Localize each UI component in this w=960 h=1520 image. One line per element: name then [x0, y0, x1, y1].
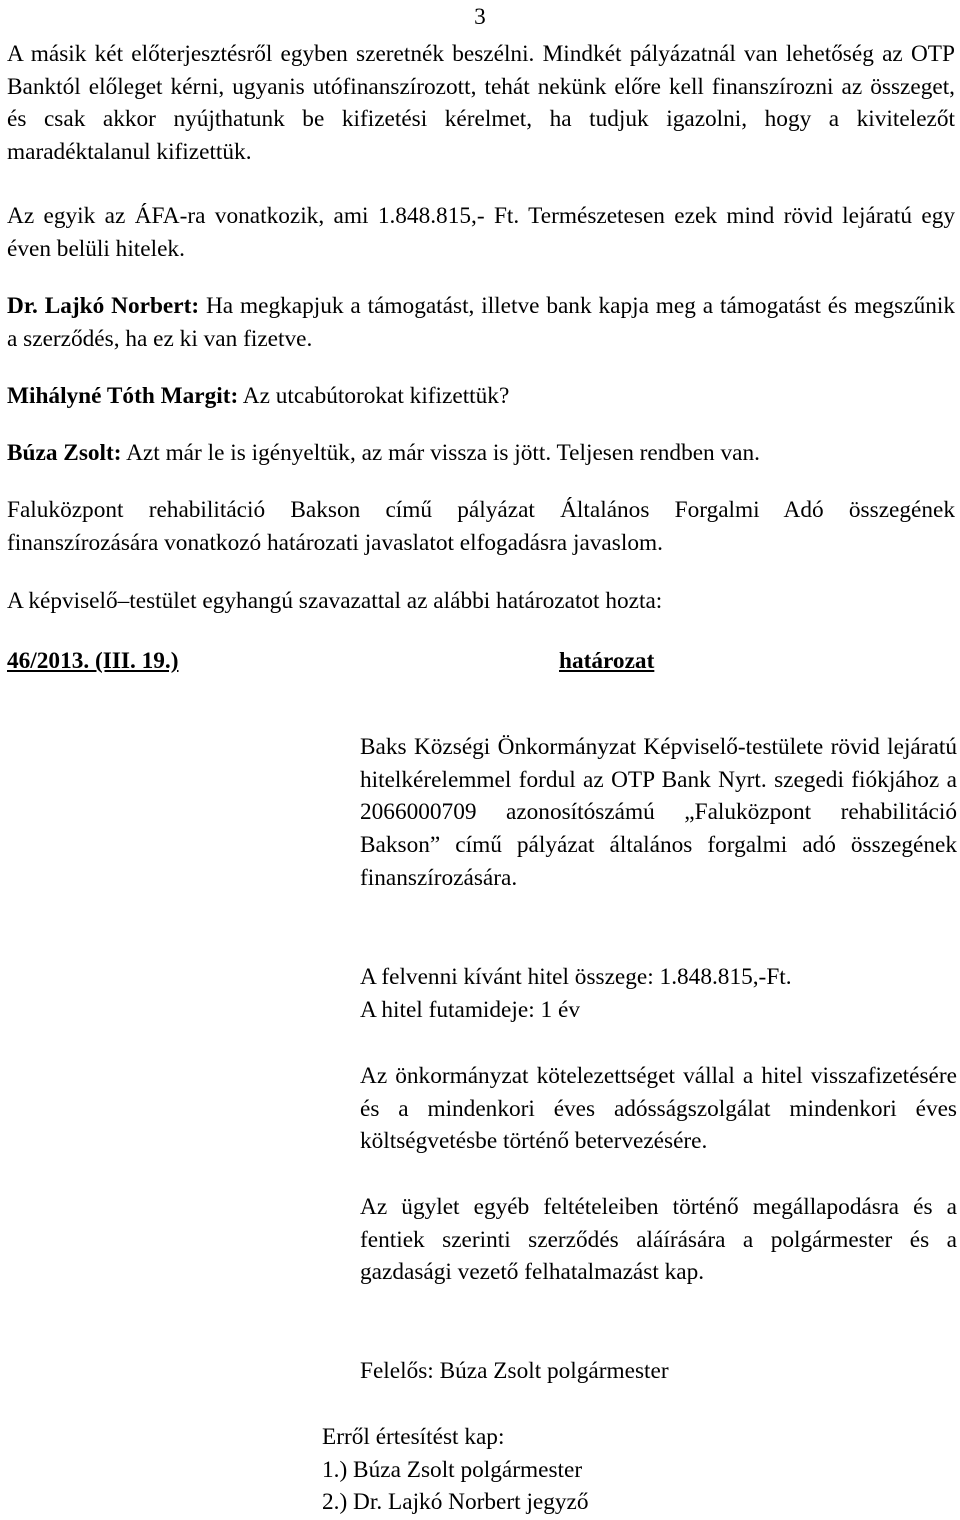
resolution-body-authorization: Az ügylet egyéb feltételeiben történő megállapodásra és a fentiek szerinti szerződés aláírására a polgármester és a gazdasági vezető felhatalmazást kap. — [360, 1194, 957, 1286]
speaker-text: Azt már le is igényeltük, az már vissza is jött. Teljesen rendben van. — [121, 440, 760, 466]
speaker-name: Dr. Lajkó Norbert: — [7, 293, 200, 319]
resolution-number: 46/2013. (III. 19.) — [7, 648, 179, 674]
notify-title: Erről értesítést kap: — [322, 1424, 505, 1450]
resolution-responsible: Felelős: Búza Zsolt polgármester — [360, 1358, 669, 1384]
notify-item: 2.) Dr. Lajkó Norbert jegyző — [322, 1489, 589, 1515]
notify-item: 1.) Búza Zsolt polgármester — [322, 1457, 583, 1483]
paragraph-toth — [7, 380, 955, 413]
resolution-word: határozat — [559, 648, 655, 674]
speaker-text: Az utcabútorokat kifizettük? — [238, 383, 510, 409]
paragraph-buza — [7, 437, 955, 470]
paragraph-intro: A másik két előterjesztésről egyben szeretnék beszélni. Mindkét pályázatnál van lehetőség az OTP Banktól előleget kérni, ugyanis utófinanszírozott, tehát nekünk előre kell finanszírozni az összeget, és csak akkor nyújthatunk be kifizetési kérelmet, ha tudjuk igazolni, hogy a kivitelezőt maradéktalanul kifizettük. — [7, 41, 955, 166]
speaker-text: Ha megkapjuk a támogatást, illetve bank kapja meg a támogatást és megszűnik a szerződés, ha ez ki van fizetve. — [7, 293, 955, 352]
paragraph-vat: Az egyik az ÁFA-ra vonatkozik, ami 1.848.815,- Ft. Természetesen ezek mind rövid lejáratú egy éven belüli hitelek. — [7, 203, 955, 262]
resolution-loan-term: A hitel futamideje: 1 év — [360, 997, 580, 1023]
resolution-body-loan-request: Baks Községi Önkormányzat Képviselő-testülete rövid lejáratú hitelkérelemmel fordul az OTP Bank Nyrt. szegedi fiókjához a 2066000709 azonosítószámú „Faluközpont rehabilitáció Bakson” című pályázat általános forgalmi adó összegének finanszírozására. — [360, 734, 957, 891]
resolution-loan-amount: A felvenni kívánt hitel összege: 1.848.815,-Ft. — [360, 964, 792, 990]
speaker-name: Búza Zsolt: — [7, 440, 122, 466]
paragraph-lajko — [7, 290, 955, 355]
speaker-name: Mihályné Tóth Margit: — [7, 383, 239, 409]
page-number: 3 — [474, 4, 486, 30]
paragraph-proposal: Faluközpont rehabilitáció Bakson című pályázat Általános Forgalmi Adó összegének finanszírozására vonatkozó határozati javaslatot elfogadásra javaslom. — [7, 497, 955, 556]
paragraph-decision-intro: A képviselő–testület egyhangú szavazattal az alábbi határozatot hozta: — [7, 588, 663, 614]
resolution-heading — [7, 644, 955, 678]
resolution-body-commitment: Az önkormányzat kötelezettséget vállal a hitel visszafizetésére és a mindenkori éves adósságszolgálat mindenkori éves költségvetésbe történő betervezésére. — [360, 1063, 957, 1155]
